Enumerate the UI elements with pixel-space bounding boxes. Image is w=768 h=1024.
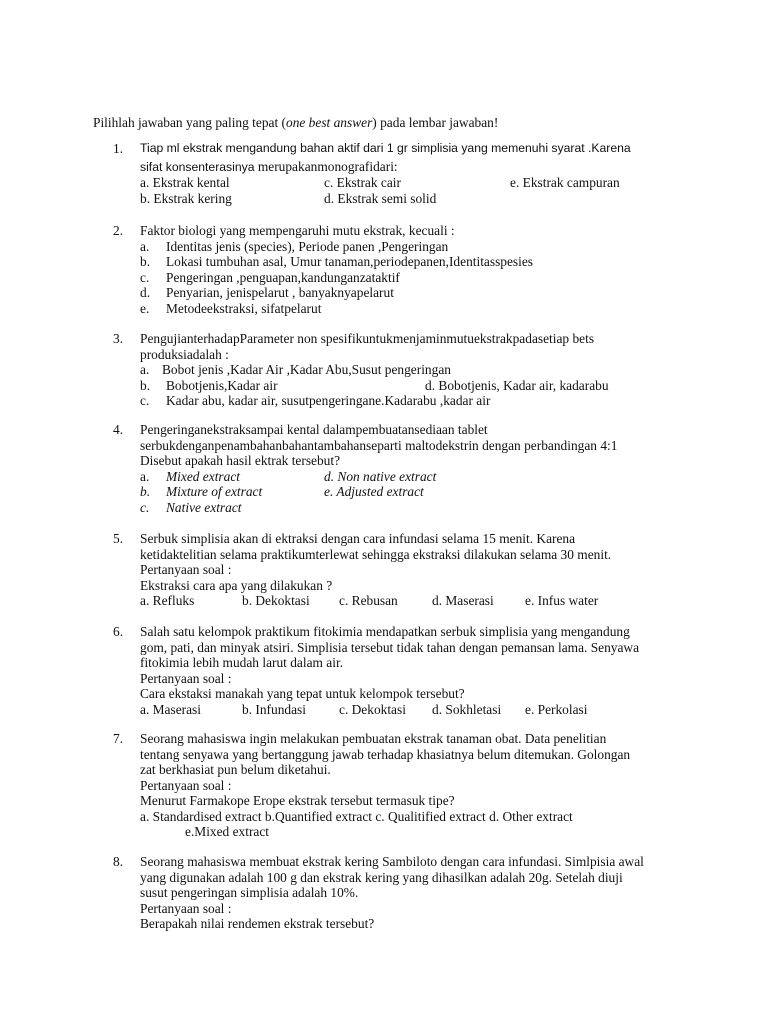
question-stem: Seorang mahasiswa ingin melakukan pembuatan ekstrak tanaman obat. Data penelitian xyxy=(140,731,607,746)
option-b-e-row: b. Mixture of extract e. Adjusted extract xyxy=(140,484,424,499)
question-stem: PengujianterhadapParameter non spesifikuntukmenjaminmutuekstrakpadasetiap bets xyxy=(140,331,595,346)
question-7 xyxy=(113,731,673,840)
option-e: e. Infus water xyxy=(525,593,599,608)
question-prompt: Berapakah nilai rendemen ekstrak tersebut? xyxy=(140,916,375,931)
question-stem: Salah satu kelompok praktikum fitokimia mendapatkan serbuk simplisia yang mengandung xyxy=(140,624,630,639)
option-c-row: c. Native extract xyxy=(140,499,242,515)
question-8 xyxy=(113,854,673,932)
question-4 xyxy=(113,422,673,515)
question-1 xyxy=(113,141,673,206)
question-stem: produksiadalah : xyxy=(140,346,229,362)
option-c: c. Rebusan xyxy=(339,593,398,608)
instructions: Pilihlah jawaban yang paling tepat (one best answer) pada lembar jawaban! xyxy=(93,115,499,130)
question-number: 1. xyxy=(113,141,124,156)
option-a: a. Ekstrak kental xyxy=(140,175,230,190)
question-stem: tentang senyawa yang bertanggung jawab terhadap khasiatnya belum ditemukan. Golongan xyxy=(140,746,631,762)
answer-options-row xyxy=(140,702,673,718)
question-number: 3. xyxy=(113,331,124,346)
question-prompt: Cara ekstaksi manakah yang tepat untuk kelompok tersebut? xyxy=(140,686,465,701)
question-2 xyxy=(113,223,673,316)
option-c: c. Pengeringan ,penguapan,kandunganzataktif xyxy=(140,269,400,285)
question-stem: susut pengeringan simplisia adalah 10%. xyxy=(140,885,359,900)
option-c: c. Kadar abu, kadar air, susutpengeringane.Kadarabu ,kadar air xyxy=(140,393,491,408)
option-b: b. Ekstrak kering xyxy=(140,190,232,206)
question-prompt-label: Pertanyaan soal : xyxy=(140,777,232,793)
option-d: d. Maserasi xyxy=(432,593,494,608)
question-prompt: Menurut Farmakope Erope ekstrak tersebut termasuk tipe? xyxy=(140,793,455,808)
option-a-d-row: a. Mixed extract d. Non native extract xyxy=(140,468,437,484)
option-a: a. Identitas jenis (species), Periode panen ,Pengeringan xyxy=(140,238,449,254)
option-d: d. Ekstrak semi solid xyxy=(324,190,437,206)
answer-options-row xyxy=(140,191,673,207)
question-stem: Tiap ml ekstrak mengandung bahan aktif dari 1 gr simplisia yang memenuhi syarat .Karena xyxy=(140,141,631,155)
question-stem: Faktor biologi yang mempengaruhi mutu ekstrak, kecuali : xyxy=(140,223,455,238)
option-d: d. Bobotjenis, Kadar air, kadarabu xyxy=(425,377,609,393)
question-6 xyxy=(113,624,673,717)
option-b: b. Dekoktasi xyxy=(242,593,310,608)
option-b-d-row: b. Bobotjenis,Kadar air d. Bobotjenis, Kadar air, kadarabu xyxy=(140,377,609,393)
option-e: e. Ekstrak campuran xyxy=(510,175,620,190)
option-a: a. Refluks xyxy=(140,593,195,608)
question-stem: ketidaktelitian selama praktikumterlewat sehingga ekstraksi dilakukan selama 30 menit. xyxy=(140,546,612,562)
answer-options-row xyxy=(140,593,673,609)
question-number: 6. xyxy=(113,624,124,639)
question-stem: sifat konsenterasinya merupakanmonografidari: xyxy=(140,158,398,174)
question-prompt-label: Pertanyaan soal : xyxy=(140,900,232,916)
question-number: 7. xyxy=(113,731,124,746)
option-e: e.Mixed extract xyxy=(185,824,270,839)
question-stem: Seorang mahasiswa membuat ekstrak kering Sambiloto dengan cara infundasi. Simlpisia awal xyxy=(140,854,644,869)
question-number: 4. xyxy=(113,422,124,437)
question-stem: Serbuk simplisia akan di ektraksi dengan cara infundasi selama 15 menit. Karena xyxy=(140,531,576,546)
question-stem: gom, pati, dan minyak atsiri. Simplisia tersebut tidak tahan dengan pemansan lama. Senyawa xyxy=(140,639,640,655)
option-d: d. Sokhletasi xyxy=(432,701,502,717)
option-a: Mixed extract xyxy=(166,468,240,484)
answer-options-row xyxy=(140,175,673,191)
answer-options-row: a. Standardised extract b.Quantified extract c. Qualitified extract d. Other extract xyxy=(140,808,573,824)
question-stem: yang digunakan adalah 100 g dan ekstrak kering yang dihasilkan adalah 20g. Setelah diuji xyxy=(140,869,623,885)
option-b: b. Lokasi tumbuhan asal, Umur tanaman,periodepanen,Identitasspesies xyxy=(140,254,534,269)
option-c: Native extract xyxy=(166,499,242,515)
question-stem: serbukdenganpenambahanbahantambahanseparti maltodekstrin dengan perbandingan 4:1 xyxy=(140,437,618,453)
question-number: 5. xyxy=(113,531,124,546)
option-a: a. Maserasi xyxy=(140,701,201,717)
option-e: e. Metodeekstraksi, sifatpelarut xyxy=(140,300,322,316)
option-c: c. Ekstrak cair xyxy=(324,175,401,190)
option-c: c. Dekoktasi xyxy=(339,701,406,717)
option-b: Mixture of extract xyxy=(166,484,263,499)
question-stem: zat berkhasiat pun belum diketahui. xyxy=(140,762,331,777)
option-d: d. Non native extract xyxy=(324,468,437,484)
question-stem: fitokimia lebih mudah larut dalam air. xyxy=(140,655,344,670)
question-stem: Pengeringanekstraksampai kental dalampembuatansediaan tablet xyxy=(140,422,488,437)
option-e: e. Perkolasi xyxy=(525,701,588,717)
question-5 xyxy=(113,531,673,609)
question-3 xyxy=(113,331,673,409)
question-number: 8. xyxy=(113,854,124,869)
option-e: e. Adjusted extract xyxy=(324,484,424,499)
question-prompt: Ekstraksi cara apa yang dilakukan ? xyxy=(140,577,333,593)
option-b: b. Infundasi xyxy=(242,701,306,717)
option-d: d. Penyarian, jenispelarut , banyaknyapelarut xyxy=(140,285,394,300)
option-a: a. Bobot jenis ,Kadar Air ,Kadar Abu,Susut pengeringan xyxy=(140,362,451,377)
question-prompt-label: Pertanyaan soal : xyxy=(140,562,232,577)
question-number: 2. xyxy=(113,223,124,238)
question-stem: Disebut apakah hasil ektrak tersebut? xyxy=(140,453,341,468)
question-prompt-label: Pertanyaan soal : xyxy=(140,670,232,686)
